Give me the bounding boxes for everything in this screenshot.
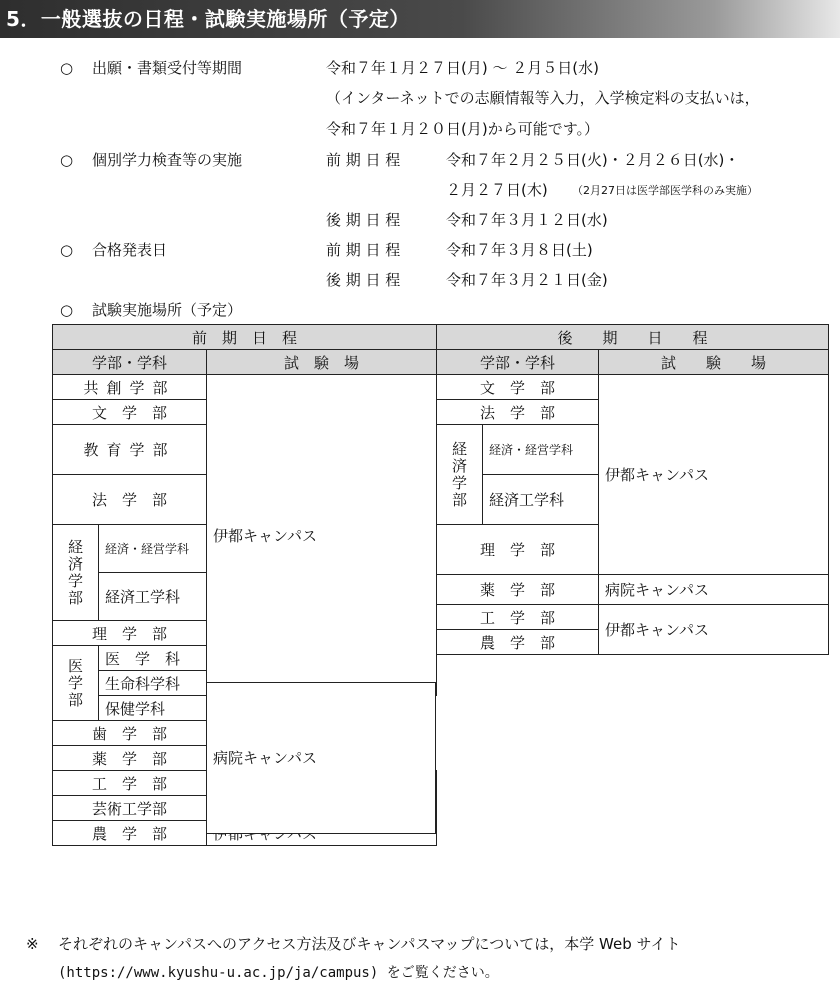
back-econ-management: 経済・経営学科 [483,425,599,475]
front-med-life-science: 生命科学科 [99,671,207,696]
pass-back-label: 後 期 日 程 [326,271,401,289]
front-col-site: 試 験 場 [207,350,437,375]
application-note-2: 令和７年１月２０日(月)から可能です。） [326,120,600,138]
back-dept-science: 理 学 部 [437,525,599,575]
bullet: ○ [60,241,74,259]
back-schedule-table [436,324,829,655]
footer-line2: (https://www.kyushu-u.ac.jp/ja/campus) をご覧ください。 [58,965,499,981]
exam-front-value2: ２月２７日(木) [446,181,548,199]
application-period-value: 令和７年１月２７日(月) ～ ２月５日(水) [326,59,599,77]
front-dept-design: 芸術工学部 [53,796,207,821]
back-dept-pharmacy: 薬 学 部 [437,575,599,605]
back-dept-law: 法 学 部 [437,400,599,425]
bullet: ○ [60,151,74,169]
back-site-ito-b: 伊都キャンパス [599,605,829,655]
back-site-hospital: 病院キャンパス [599,575,829,605]
back-dept-engineering: 工 学 部 [437,605,599,630]
exam-back-label: 後 期 日 程 [326,211,401,229]
pass-front-label: 前 期 日 程 [326,241,401,259]
back-dept-letters: 文 学 部 [437,375,599,400]
front-econ-management: 経済・経営学科 [99,525,207,573]
front-dept-science: 理 学 部 [53,621,207,646]
back-econ-engineering: 経済工学科 [483,475,599,525]
section-title: 5．一般選抜の日程・試験実施場所（予定） [0,0,840,38]
application-note-1: （インターネットでの志願情報等入力，入学検定料の支払いは， [326,89,760,107]
front-med-health: 保健学科 [99,696,207,721]
front-site-hospital: 病院キャンパス [206,682,436,834]
exam-front-value: 令和７年２月２５日(火)・２月２６日(水)・ [446,151,740,169]
pass-front-value: 令和７年３月８日(土) [446,241,593,259]
exam-front-label: 前 期 日 程 [326,151,401,169]
pass-back-value: 令和７年３月２１日(金) [446,271,608,289]
front-dept-law: 法 学 部 [53,475,207,525]
application-period-label: 出願・書類受付等期間 [92,59,243,77]
front-col-dept: 学部・学科 [53,350,207,375]
back-heading: 後 期 日 程 [437,325,829,350]
front-dept-pharmacy: 薬 学 部 [53,746,207,771]
bullet: ○ [60,301,74,319]
front-heading: 前 期 日 程 [53,325,437,350]
front-site-ito: 伊都キャンパス [207,375,437,696]
front-med-group: 医 学 部 [53,646,99,721]
footer-mark: ※ [26,935,39,953]
back-site-ito: 伊都キャンパス [599,375,829,575]
venue-label: 試験実施場所（予定） [92,301,243,319]
front-dept-letters: 文 学 部 [53,400,207,425]
pass-label: 合格発表日 [92,241,168,259]
exam-front-note: （2月27日は医学部医学科のみ実施） [572,184,758,197]
front-econ-engineering: 経済工学科 [99,573,207,621]
back-col-dept: 学部・学科 [437,350,599,375]
bullet: ○ [60,59,74,77]
back-col-site: 試 験 場 [599,350,829,375]
front-dept-engineering: 工 学 部 [53,771,207,796]
footer-line1: それぞれのキャンパスへのアクセス方法及びキャンパスマップについては，本学 Web サイト [58,935,681,953]
exam-label: 個別学力検査等の実施 [92,151,243,169]
front-dept-education: 教育学部 [53,425,207,475]
front-med-medicine: 医 学 科 [99,646,207,671]
back-econ-group: 経 済 学 部 [437,425,483,525]
front-econ-group: 経 済 学 部 [53,525,99,621]
exam-back-value: 令和７年３月１２日(水) [446,211,608,229]
front-dept-agriculture: 農 学 部 [53,821,207,846]
back-dept-agriculture: 農 学 部 [437,630,599,655]
front-dept-dentistry: 歯 学 部 [53,721,207,746]
front-dept-kyoso: 共創学部 [53,375,207,400]
